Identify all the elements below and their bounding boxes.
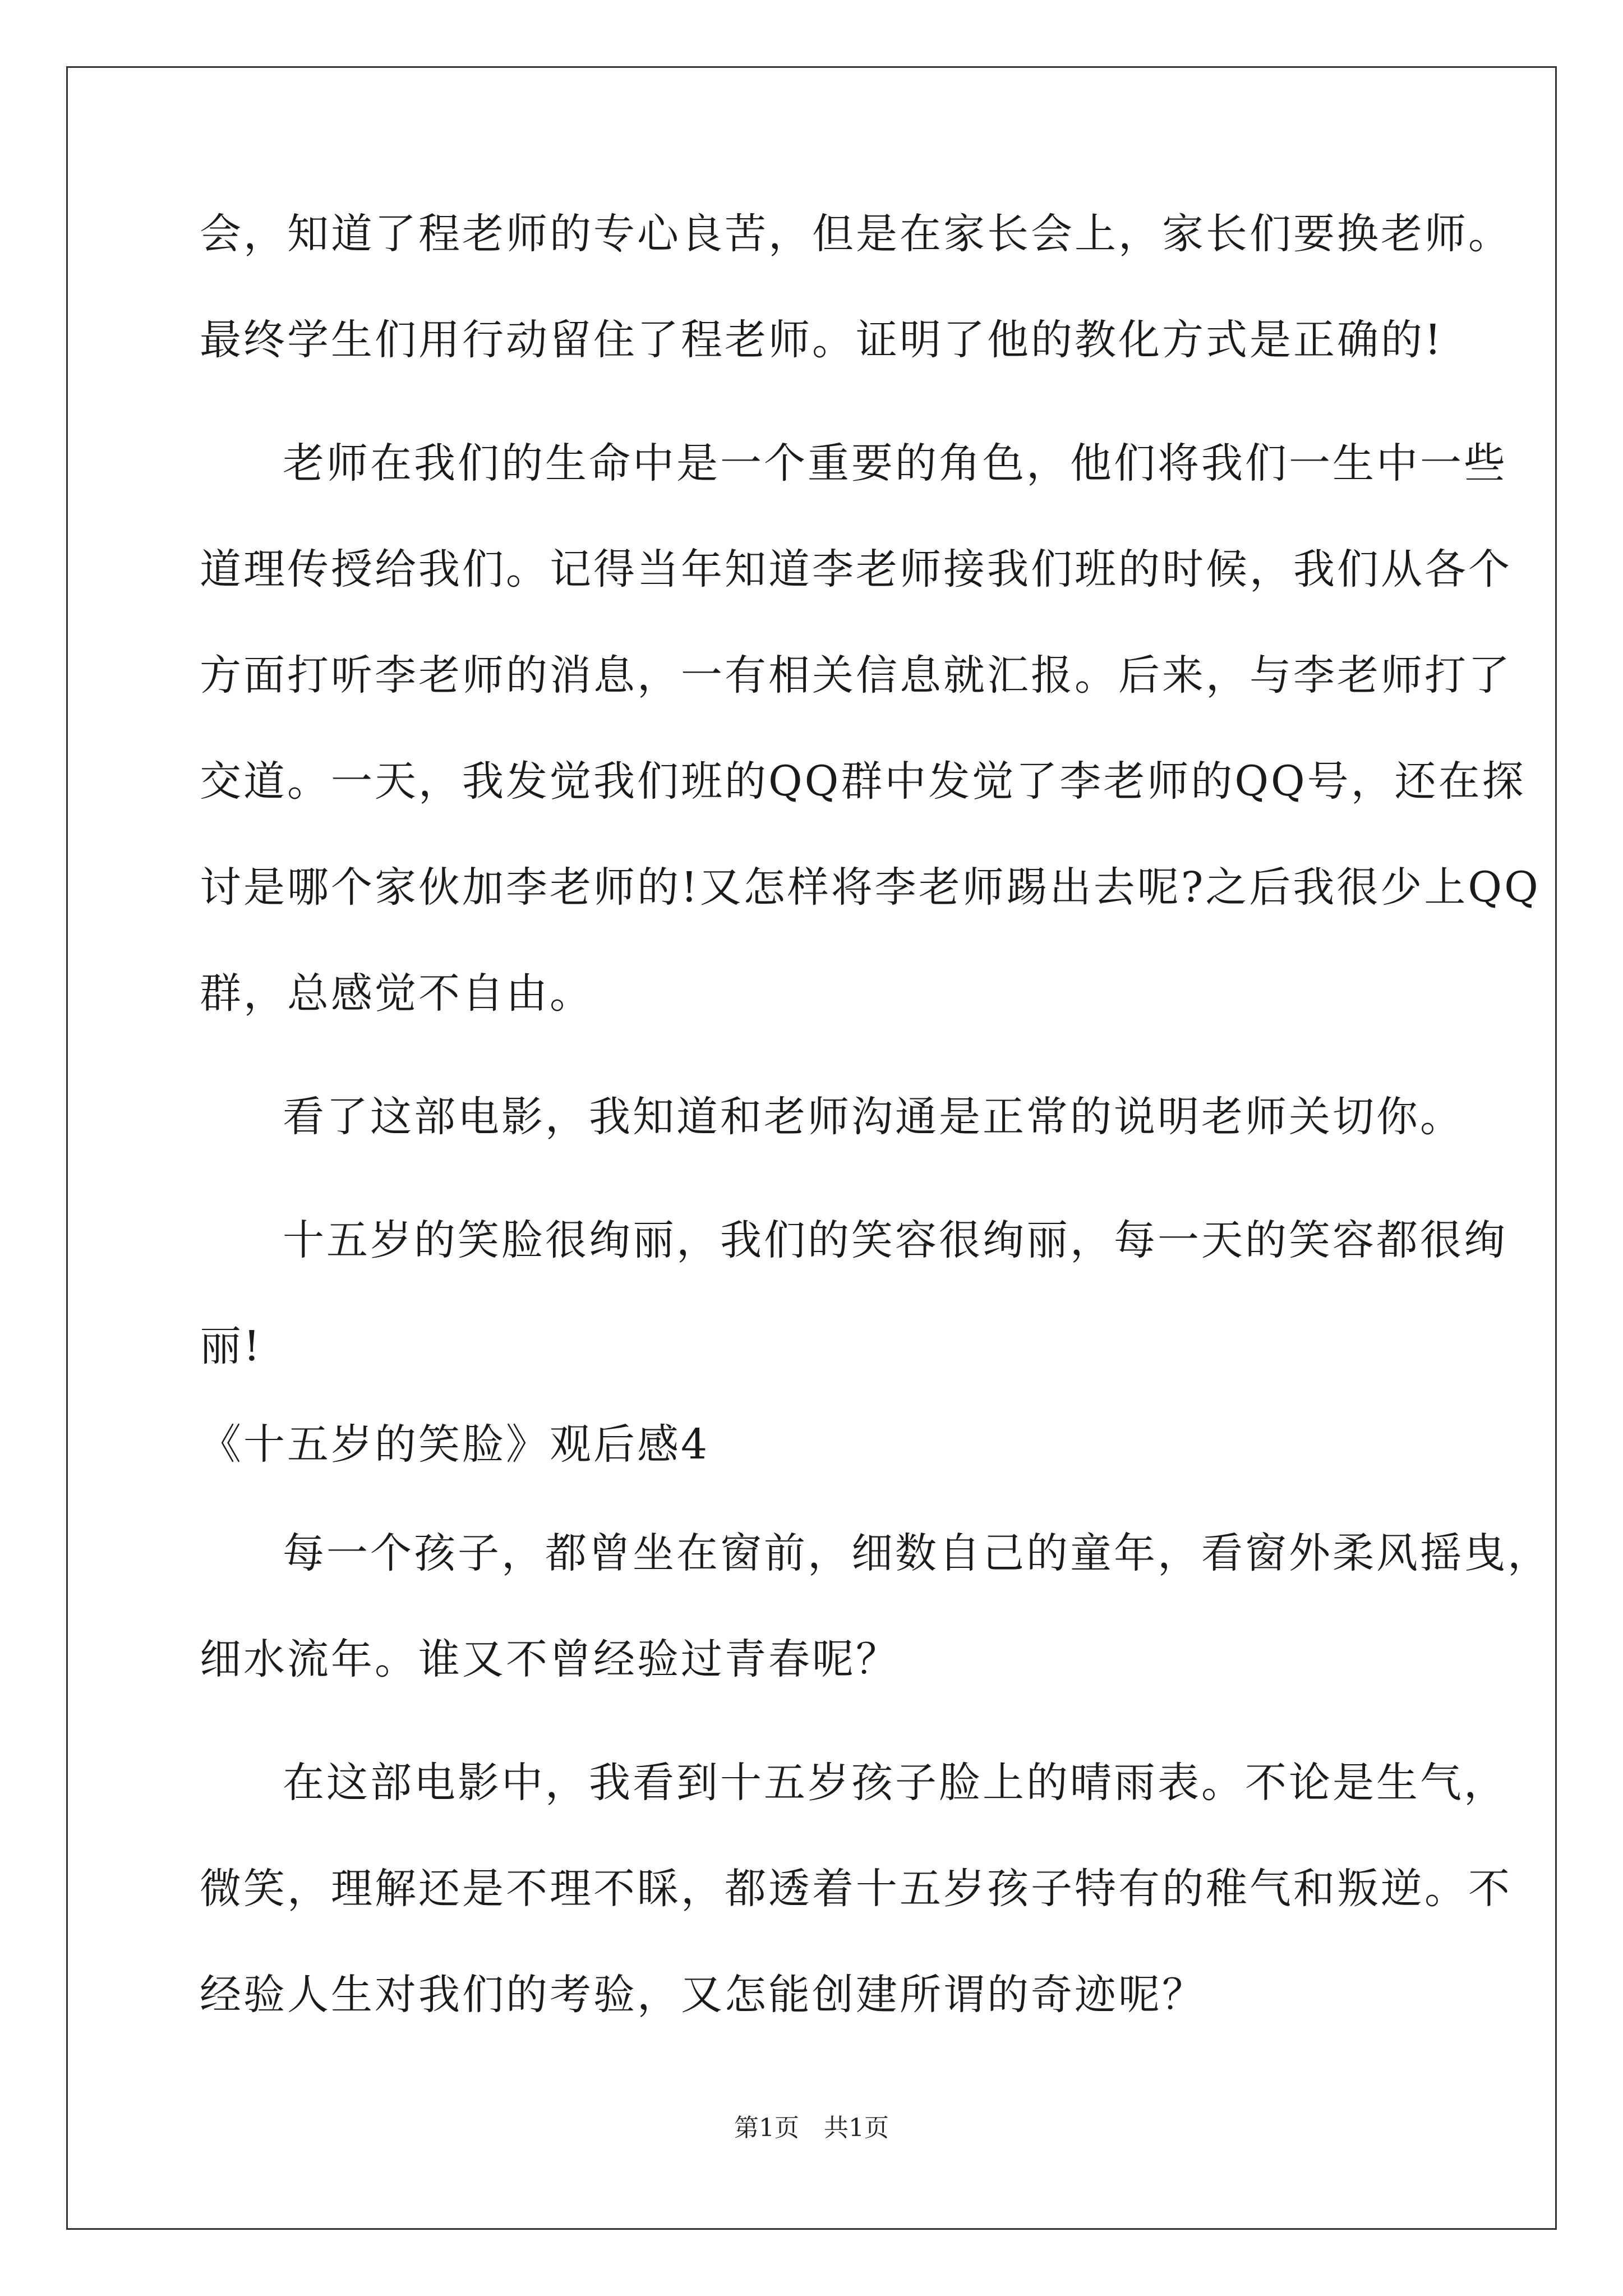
body-line: 群，总感觉不自由。: [200, 969, 593, 1018]
body-line: 微笑，理解还是不理不睬，都透着十五岁孩子特有的稚气和叛逆。不: [200, 1865, 1512, 1913]
body-line: 丽!: [200, 1322, 262, 1370]
body-line: 讨是哪个家伙加李老师的!又怎样将李老师踢出去呢?之后我很少上QQ: [200, 863, 1541, 912]
body-line: 会，知道了程老师的专心良苦，但是在家长会上，家长们要换老师。: [200, 210, 1512, 258]
paragraph-first-line: 看了这部电影，我知道和老师沟通是正常的说明老师关切你。: [283, 1093, 1464, 1141]
paragraph-first-line: 十五岁的笑脸很绚丽，我们的笑容很绚丽，每一天的笑容都很绚: [283, 1216, 1507, 1264]
paragraph-first-line: 每一个孩子，都曾坐在窗前，细数自己的童年，看窗外柔风摇曳，: [283, 1529, 1551, 1577]
page-number-footer: 第1页 共1页: [734, 2114, 889, 2142]
body-line: 交道。一天，我发觉我们班的QQ群中发觉了李老师的QQ号，还在探: [200, 757, 1526, 806]
body-line: 经验人生对我们的考验，又怎能创建所谓的奇迹呢？: [200, 1971, 1206, 2019]
body-line: 最终学生们用行动留住了程老师。证明了他的教化方式是正确的!: [200, 316, 1444, 364]
paragraph-first-line: 在这部电影中，我看到十五岁孩子脸上的晴雨表。不论是生气，: [283, 1759, 1507, 1807]
body-line: 道理传授给我们。记得当年知道李老师接我们班的时候，我们从各个: [200, 545, 1512, 593]
body-line: 细水流年。谁又不曾经验过青春呢？: [200, 1635, 900, 1683]
section-heading: 《十五岁的笑脸》观后感4: [200, 1420, 710, 1469]
body-line: 方面打听李老师的消息，一有相关信息就汇报。后来，与李老师打了: [200, 651, 1512, 700]
paragraph-first-line: 老师在我们的生命中是一个重要的角色，他们将我们一生中一些: [283, 439, 1507, 487]
